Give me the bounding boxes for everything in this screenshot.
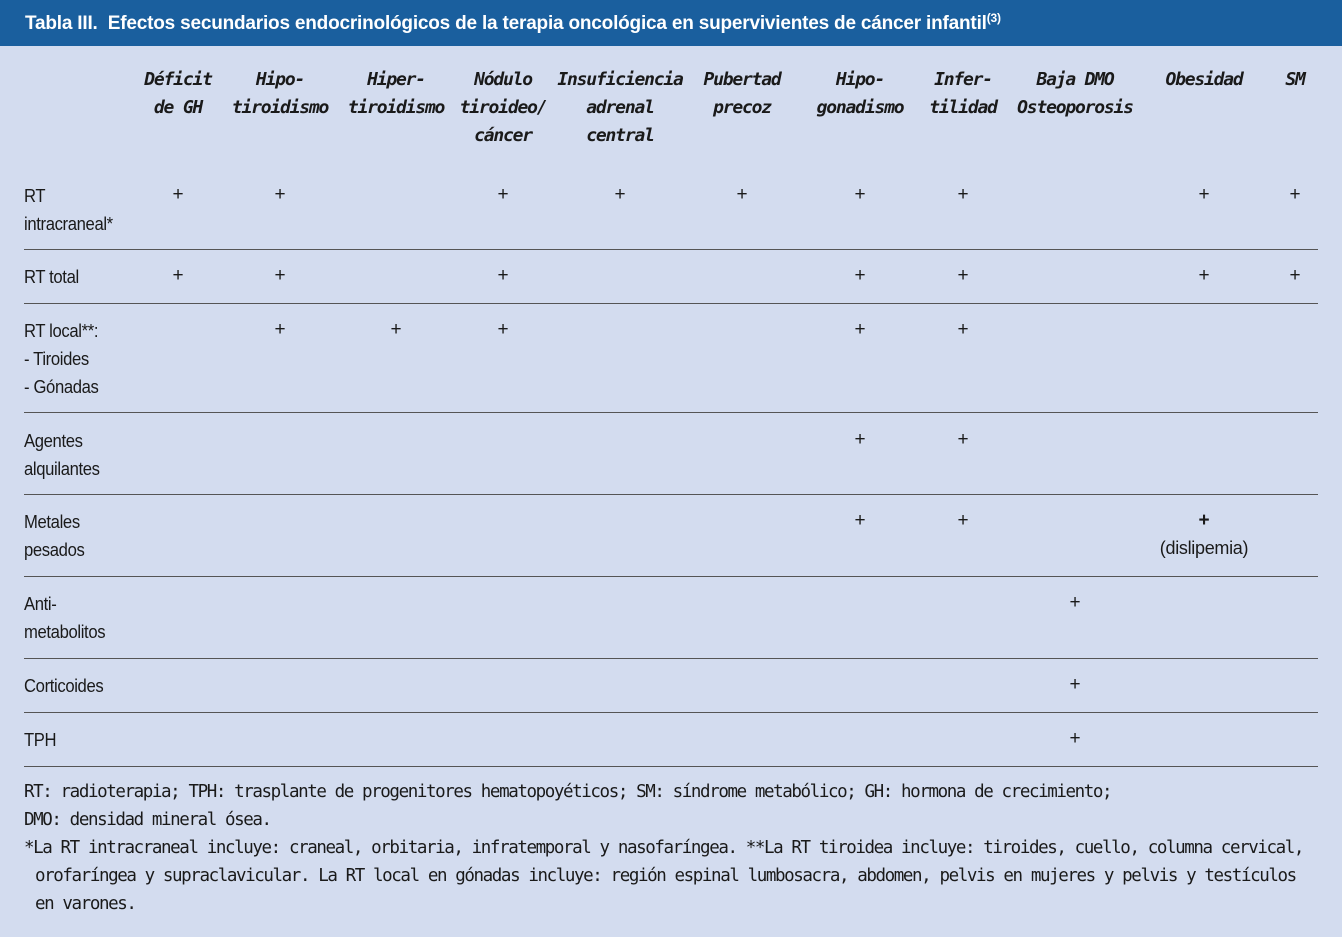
- effect-mark-symbol: +: [854, 429, 866, 450]
- table-number: Tabla III.: [25, 13, 98, 34]
- table-caption: Efectos secundarios endocrinológicos de la terapia oncológica en supervivientes de cáncer infantil: [107, 13, 987, 34]
- effect-mark-symbol: +: [390, 319, 402, 340]
- effect-mark-symbol: +: [172, 265, 184, 286]
- effect-mark-symbol: +: [1069, 592, 1081, 613]
- effect-mark: [172, 181, 183, 209]
- citation-ref: (3): [986, 11, 1001, 25]
- footnote-radiotherapy: *La RT intracraneal incluye: craneal, orbitaria, infratemporal y nasofaríngea. **La RT tiroidea incluye: tiroides, cuello, columna cervical, orofaríngea y supraclavicular. La RT local en gónadas incluye: región espinal lumbosacra, abdomen, pelvis en mujeres y pelvis y testículos en varones.: [24, 838, 1304, 914]
- column-header-line: tilidad: [929, 97, 997, 118]
- effect-mark: [1069, 589, 1080, 617]
- effect-mark-symbol: +: [736, 184, 748, 205]
- effect-mark: [274, 181, 285, 209]
- row-divider: [24, 576, 1318, 577]
- row-label: [24, 427, 100, 483]
- column-header-line: Hiper-: [367, 69, 425, 90]
- effect-mark-symbol: +: [854, 510, 866, 531]
- effect-mark: [390, 316, 401, 344]
- column-header-line: Nódulo: [474, 69, 532, 90]
- effect-mark: [957, 507, 968, 535]
- row-label: [24, 590, 105, 646]
- column-header: [1285, 66, 1304, 94]
- effect-mark: [736, 181, 747, 209]
- row-label-line: intracraneal*: [24, 213, 113, 234]
- footnotes: [24, 778, 1319, 918]
- footnote-abbreviations-2: DMO: densidad mineral ósea.: [24, 810, 271, 830]
- effect-mark: [957, 426, 968, 454]
- row-divider: [24, 412, 1318, 413]
- column-header-line: adrenal: [586, 97, 654, 118]
- row-label-line: metabolitos: [24, 621, 106, 642]
- effect-mark-symbol: +: [1289, 184, 1301, 205]
- effect-mark-symbol: +: [854, 184, 866, 205]
- effect-mark-symbol: +: [957, 429, 969, 450]
- column-header-line: Déficit: [144, 69, 212, 90]
- column-header: [817, 66, 904, 122]
- row-label: [24, 317, 99, 401]
- effect-mark: [854, 181, 865, 209]
- row-label-line: RT: [24, 185, 46, 206]
- effect-mark: [854, 426, 865, 454]
- effect-mark-symbol: +: [172, 184, 184, 205]
- effect-mark: [1289, 181, 1300, 209]
- row-divider: [24, 303, 1318, 304]
- effect-mark: [497, 262, 508, 290]
- effect-mark: [854, 316, 865, 344]
- effect-mark: [957, 181, 968, 209]
- effect-mark-symbol: +: [957, 319, 969, 340]
- row-label-line: RT local**:: [24, 320, 99, 341]
- column-header: [144, 66, 211, 122]
- column-header: [929, 66, 996, 122]
- column-header: [1017, 66, 1133, 122]
- column-header-line: cáncer: [474, 125, 532, 146]
- row-label-line: TPH: [24, 729, 57, 750]
- effect-mark-symbol: +: [1069, 674, 1081, 695]
- effect-note: (dislipemia): [1159, 538, 1249, 558]
- column-header-line: tiroideo/: [459, 97, 547, 118]
- row-label-line: Corticoides: [24, 675, 104, 696]
- row-label-line: Agentes: [24, 430, 83, 451]
- title-bar: [0, 0, 1342, 46]
- column-header-line: tiroidismo: [347, 97, 445, 118]
- effect-mark: [274, 262, 285, 290]
- effect-mark: [1198, 181, 1209, 209]
- row-label-line: - Gónadas: [24, 376, 99, 397]
- footnote-abbreviations-1: RT: radioterapia; TPH: trasplante de progenitores hematopoyéticos; SM: síndrome metabólico; GH: hormona de crecimiento;: [24, 782, 1112, 802]
- column-header: [1165, 66, 1242, 94]
- column-header-line: Infer-: [934, 69, 992, 90]
- effect-mark-symbol: +: [1198, 510, 1210, 531]
- effect-mark-symbol: +: [854, 319, 866, 340]
- effect-mark: [854, 262, 865, 290]
- effect-mark-symbol: +: [274, 265, 286, 286]
- effect-mark-symbol: +: [957, 265, 969, 286]
- row-label: [24, 263, 79, 291]
- row-label-line: pesados: [24, 539, 85, 560]
- effect-mark-symbol: +: [497, 319, 509, 340]
- effect-mark: [957, 262, 968, 290]
- column-header: [348, 66, 444, 122]
- effect-mark: [274, 316, 285, 344]
- column-header-line: Obesidad: [1165, 69, 1243, 90]
- column-header-line: Hipo-: [835, 69, 885, 90]
- effect-mark-symbol: +: [497, 265, 509, 286]
- effect-mark: [614, 181, 625, 209]
- column-header-line: de GH: [153, 97, 203, 118]
- column-header-line: Osteoporosis: [1017, 97, 1133, 118]
- row-label: [24, 508, 84, 564]
- row-label-line: Anti-: [24, 593, 57, 614]
- column-header-line: Hipo-: [255, 69, 305, 90]
- effect-mark-symbol: +: [274, 184, 286, 205]
- effect-mark: [1198, 262, 1209, 290]
- column-header: [460, 66, 547, 150]
- effect-mark-symbol: +: [854, 265, 866, 286]
- effect-mark-symbol: +: [274, 319, 286, 340]
- column-header-line: Pubertad: [703, 69, 781, 90]
- row-label-line: alquilantes: [24, 458, 100, 479]
- column-header-line: Baja DMO: [1036, 69, 1114, 90]
- column-header-line: precoz: [713, 97, 771, 118]
- column-header-line: SM: [1285, 69, 1305, 90]
- row-label-line: Metales: [24, 511, 80, 532]
- row-label-line: RT total: [24, 266, 79, 287]
- row-divider: [24, 658, 1318, 659]
- effect-mark: [497, 181, 508, 209]
- effect-mark: [1069, 671, 1080, 699]
- column-header: [557, 66, 682, 150]
- column-header: [232, 66, 328, 122]
- row-label: [24, 182, 113, 238]
- column-header-line: tiroidismo: [231, 97, 329, 118]
- effect-mark: [172, 262, 183, 290]
- effect-mark: [1289, 262, 1300, 290]
- effect-mark-symbol: +: [1289, 265, 1301, 286]
- row-label: [24, 726, 56, 754]
- effect-mark-symbol: +: [957, 510, 969, 531]
- row-divider: [24, 494, 1318, 495]
- row-divider: [24, 249, 1318, 250]
- effect-mark-symbol: +: [1198, 184, 1210, 205]
- effect-mark: [957, 316, 968, 344]
- effect-mark: [1160, 507, 1248, 561]
- row-label-line: - Tiroides: [24, 348, 89, 369]
- column-header: [703, 66, 780, 122]
- effect-mark-symbol: +: [957, 184, 969, 205]
- effect-mark: [854, 507, 865, 535]
- effect-mark: [1069, 725, 1080, 753]
- table-title: [25, 11, 1001, 35]
- row-label: [24, 672, 103, 700]
- effect-mark-symbol: +: [614, 184, 626, 205]
- column-header-line: central: [586, 125, 654, 146]
- effect-mark: [497, 316, 508, 344]
- column-header-line: gonadismo: [816, 97, 904, 118]
- column-header-line: Insuficiencia: [557, 69, 683, 90]
- row-divider: [24, 766, 1318, 767]
- effect-mark-symbol: +: [1069, 728, 1081, 749]
- effect-mark-symbol: +: [1198, 265, 1210, 286]
- row-divider: [24, 712, 1318, 713]
- effect-mark-symbol: +: [497, 184, 509, 205]
